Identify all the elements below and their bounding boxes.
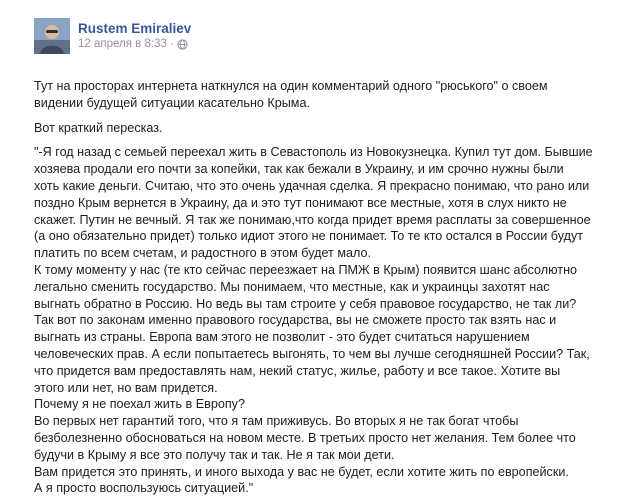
quote-line: (а оно обязательно придет) только идиот этого не понимает. То те кто остался в России будут (34, 229, 584, 244)
quote-line: что придется вам предоставлять нам, некий статус, жилье, работу и все такое. Хотите вы (34, 363, 561, 378)
summary-label: Вот краткий пересказ. (34, 120, 163, 135)
quote-line: "-Я год назад с семьей переехал жить в Севастополь из Новокузнецка. Купил тут дом. Бывшие (34, 145, 593, 160)
meta-separator: · (169, 38, 174, 50)
quote-line: Почему я не поехал жить в Европу? (34, 397, 245, 412)
quote-line: хозяева продали его почти за копейки, так как бежали в Украину, и им срочно нужны были (34, 162, 564, 177)
quote-line: этого или нет, но вам придется. (34, 380, 218, 395)
quote-line: хоть какие деньги. Считаю, что это очень удачная сделка. Я прекрасно понимаю, что рано или (34, 178, 590, 193)
quote-line: Так вот по законам именно правового государства, вы не сможете просто так взять нас и (34, 313, 557, 328)
post-content (34, 78, 606, 497)
globe-icon[interactable] (177, 39, 188, 50)
quote-line: платить по всем счетам, и радостного в этом будет мало. (34, 246, 371, 261)
author-block (78, 20, 191, 52)
quote-line: выгнать из страны. Европа вам этого не позволит - это будет считаться нарушением (34, 330, 530, 345)
quote-line: человеческих прав. А если попытаетесь выгонять, то чем вы лучше сегодняшней России? Так, (34, 346, 590, 361)
quote-line: А я просто воспользуюсь ситуацией." (34, 481, 254, 496)
avatar[interactable] (34, 18, 70, 54)
author-name[interactable]: Rustem Emiraliev (78, 21, 192, 36)
post-header (34, 16, 600, 56)
post-date[interactable]: 12 апреля в 8:33 (78, 38, 167, 50)
quote-line: скажет. Путин не вечный. Я так же понимаю,что когда придет время расплаты за совершенное (34, 212, 591, 227)
intro-line: видении будущей ситуации касательно Крыма. (34, 95, 310, 110)
intro-line: Тут на просторах интернета наткнулся на один комментарий одного "рюського" о своем (34, 79, 548, 93)
quote-line: выгнать обратно в Россию. Но ведь вы там строите у себя правовое государство, не так ли? (34, 296, 577, 311)
quote-line: Вам придется это принять, и иного выхода у вас не будет, если хотите жить по европейски. (34, 464, 569, 479)
post-meta (78, 37, 191, 52)
quote-line: будучи в Крыму я все это получу так и так. Не я так мои дети. (34, 447, 395, 462)
quote-line: Во первых нет гарантий того, что я там приживусь. Во вторых я не так богат чтобы (34, 414, 519, 429)
quote-line: К тому моменту у нас (те кто сейчас переезжает на ПМЖ в Крым) появится шанс абсолютно (34, 262, 578, 277)
quote-line: безболезненно обосноваться на новом месте. В третьих просто нет желания. Тем более что (34, 430, 576, 445)
quote-line: поздно Крым вернется в Украину, да и это тут понимают все местные, хотя в слух никто не (34, 195, 567, 210)
quote-line: легально сменить государство. Мы понимаем, что местные, как и украинцы захотят нас (34, 279, 550, 294)
avatar-photo (34, 18, 70, 54)
